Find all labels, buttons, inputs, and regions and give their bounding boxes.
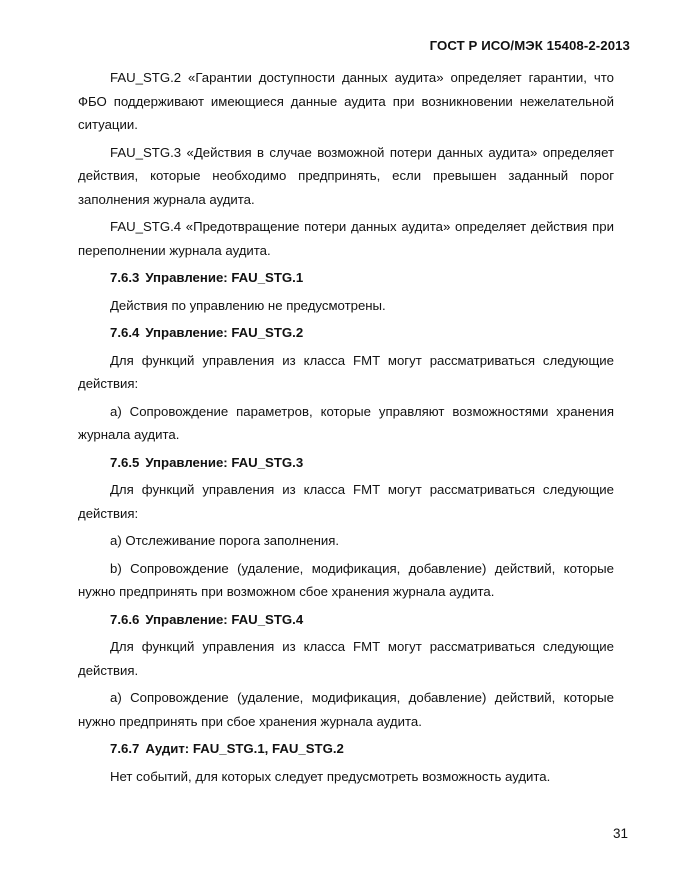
section-number: 7.6.5 bbox=[110, 454, 140, 470]
list-item: а) Отслеживание порога заполнения. bbox=[110, 533, 340, 548]
paragraph: Для функций управления из класса FMT могут рассматриваться следующие действия. bbox=[78, 639, 614, 678]
document-body bbox=[78, 66, 614, 792]
section-number: 7.6.3 bbox=[110, 270, 140, 285]
section-heading-7-6-7 bbox=[78, 737, 614, 761]
section-title: Аудит: FAU_STG.1, FAU_STG.2 bbox=[145, 741, 344, 756]
paragraph: Для функций управления из класса FMT могут рассматриваться следующие действия: bbox=[78, 482, 614, 521]
section-number: 7.6.4 bbox=[110, 325, 140, 340]
section-title: Управление: FAU_STG.2 bbox=[145, 325, 304, 340]
list-item: а) Сопровождение параметров, которые управляют возможностями хранения журнала аудита. bbox=[78, 403, 614, 442]
paragraph: Действия по управлению не предусмотрены. bbox=[110, 297, 386, 313]
section-heading-7-6-4 bbox=[78, 321, 614, 345]
section-heading-7-6-6 bbox=[78, 608, 614, 632]
section-title: Управление: FAU_STG.1 bbox=[145, 270, 304, 285]
section-heading-7-6-3 bbox=[78, 266, 614, 290]
section-number: 7.6.6 bbox=[110, 611, 140, 627]
page-number: 31 bbox=[612, 826, 628, 841]
paragraph: Нет событий, для которых следует предусмотреть возможность аудита. bbox=[110, 768, 551, 784]
paragraph-fau-stg-2: FAU_STG.2 «Гарантии доступности данных аудита» определяет гарантии, что ФБО поддерживают имеющиеся данные аудита при возникновении нежелательной ситуации. bbox=[78, 70, 614, 132]
section-number: 7.6.7 bbox=[110, 741, 140, 756]
paragraph: Для функций управления из класса FMT могут рассматриваться следующие действия: bbox=[78, 352, 614, 391]
section-title: Управление: FAU_STG.3 bbox=[145, 454, 304, 470]
list-item: b) Сопровождение (удаление, модификация, добавление) действий, которые нужно предпринять при возможном сбое хранения журнала аудита. bbox=[78, 560, 614, 599]
list-item: а) Сопровождение (удаление, модификация, добавление) действий, которые нужно предпринять при сбое хранения журнала аудита. bbox=[78, 690, 614, 729]
section-heading-7-6-5 bbox=[78, 451, 614, 475]
section-title: Управление: FAU_STG.4 bbox=[145, 611, 304, 627]
paragraph-fau-stg-4: FAU_STG.4 «Предотвращение потери данных аудита» определяет действия при переполнении журнала аудита. bbox=[78, 219, 614, 258]
document-header: ГОСТ Р ИСО/МЭК 15408-2-2013 bbox=[429, 38, 630, 53]
paragraph-fau-stg-3: FAU_STG.3 «Действия в случае возможной потери данных аудита» определяет действия, которые необходимо предпринять, если превышен заданный порог заполнения журнала аудита. bbox=[78, 144, 614, 207]
